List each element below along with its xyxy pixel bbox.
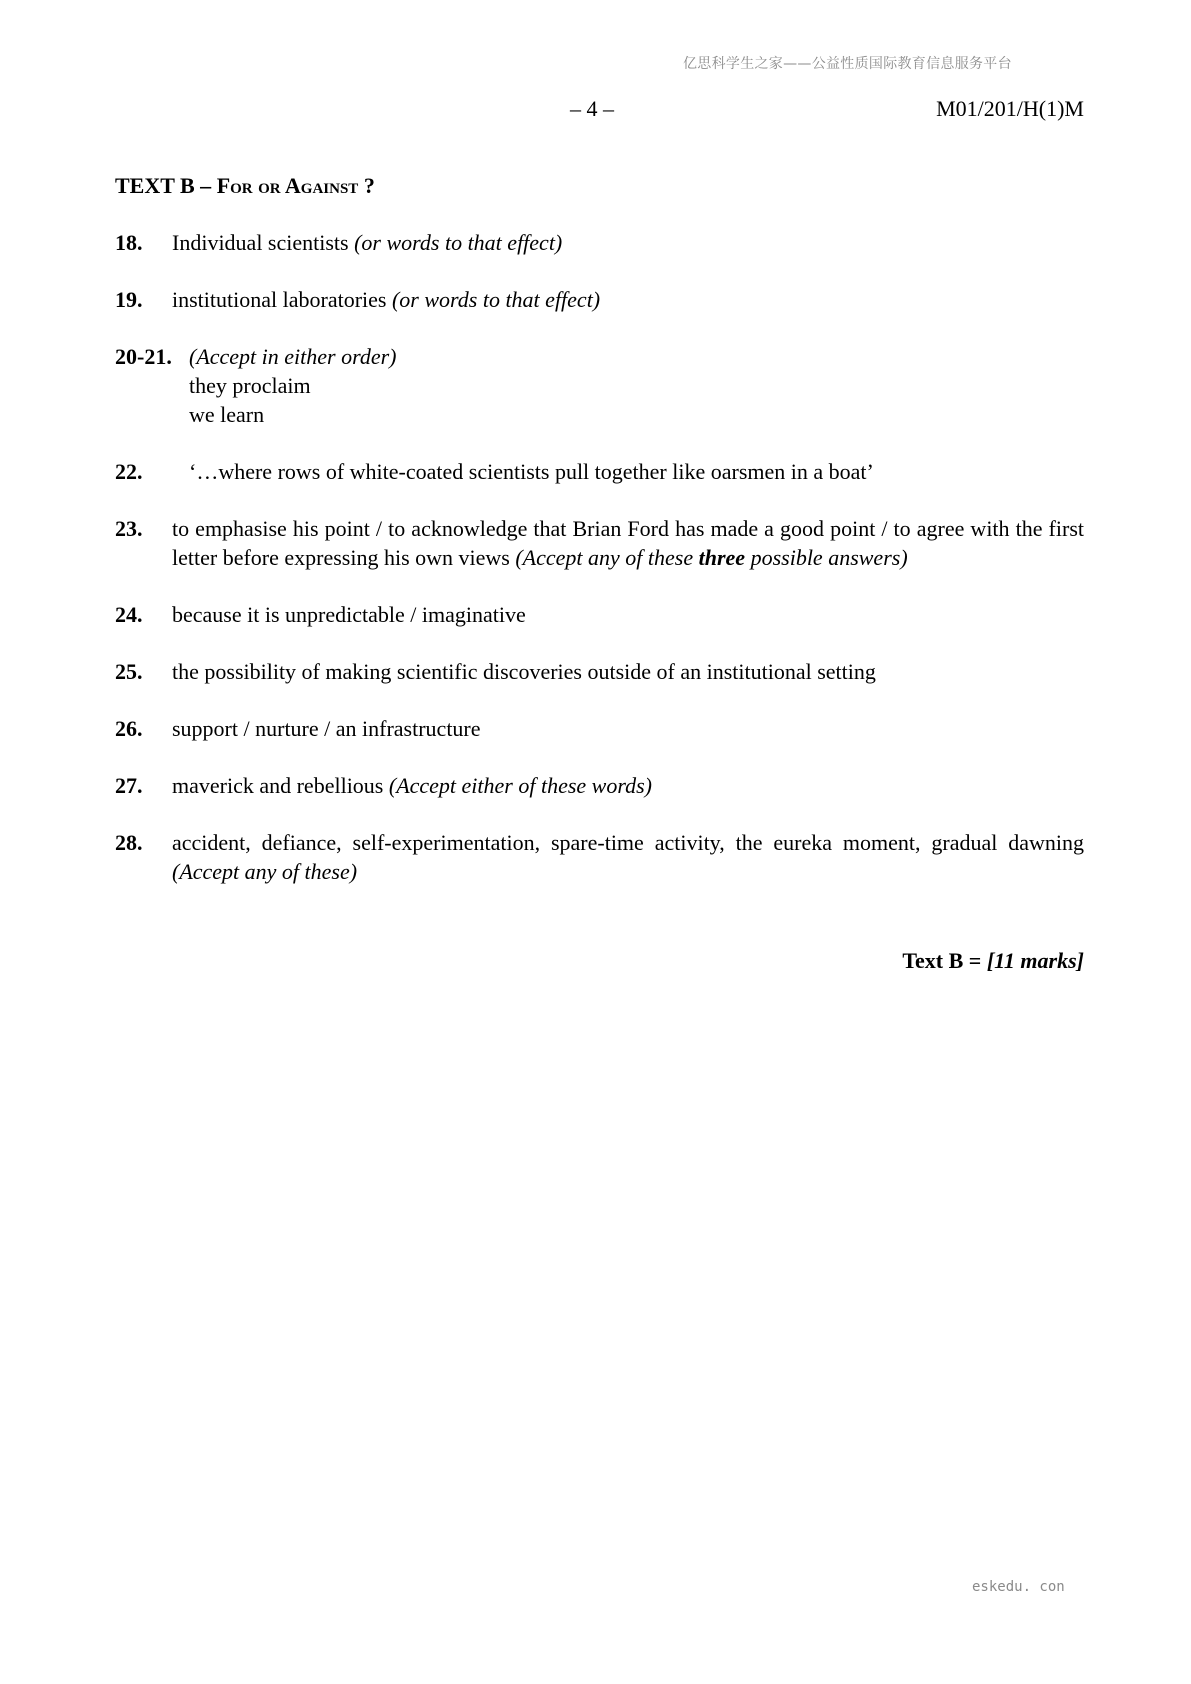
answer-text: ‘…where rows of white-coated scientists pull together like oarsmen in a boat’ <box>189 459 874 484</box>
answer-note: (Accept any of these) <box>172 859 358 884</box>
answer-line: we learn <box>189 402 265 427</box>
question-number: 22. <box>115 459 143 484</box>
answer-note: (Accept either of these words) <box>388 773 652 798</box>
section-title: For or Against <box>216 173 359 198</box>
answer-list <box>115 228 1084 914</box>
question-number: 20-21. <box>115 344 172 369</box>
answer-item-27 <box>115 771 1084 800</box>
total-marks: [11 marks] <box>986 948 1084 973</box>
question-number: 26. <box>115 716 143 741</box>
answer-item-19 <box>115 285 1084 314</box>
answer-text: because it is unpredictable / imaginative <box>172 602 526 627</box>
answer-text: accident, defiance, self-experimentation, spare-time activity, the eureka moment, gradual dawning (Accept any of these) <box>172 830 1084 884</box>
question-number: 28. <box>115 830 143 855</box>
question-number: 19. <box>115 287 143 312</box>
answer-line: they proclaim <box>189 373 311 398</box>
answer-item-23 <box>115 514 1084 572</box>
answer-item-26 <box>115 714 1084 743</box>
document-code: M01/201/H(1)M <box>936 96 1084 121</box>
answer-text: the possibility of making scientific discoveries outside of an institutional setting <box>172 659 876 684</box>
watermark-top: 亿思科学生之家——公益性质国际教育信息服务平台 <box>683 56 1012 72</box>
answer-item-18 <box>115 228 1084 257</box>
answer-note: (or words to that effect) <box>391 287 601 312</box>
answer-item-24 <box>115 600 1084 629</box>
answer-item-25 <box>115 657 1084 686</box>
total-label: Text B = <box>902 948 987 973</box>
answer-note: (or words to that effect) <box>354 230 563 255</box>
answer-item-28 <box>115 828 1084 886</box>
answer-text: maverick and rebellious (Accept either of these words) <box>172 773 652 798</box>
answer-text: institutional laboratories (or words to that effect) <box>172 287 601 312</box>
section-suffix: ? <box>358 173 375 198</box>
question-number: 27. <box>115 773 143 798</box>
answer-text: Individual scientists (or words to that effect) <box>172 230 563 255</box>
section-total <box>902 948 1084 974</box>
answer-item-20-21 <box>115 342 1084 429</box>
question-number: 25. <box>115 659 143 684</box>
page-number: – 4 – <box>570 96 614 121</box>
section-heading <box>115 173 375 199</box>
question-number: 18. <box>115 230 143 255</box>
answer-note: (Accept any of these three possible answers) <box>515 545 908 570</box>
question-number: 23. <box>115 516 143 541</box>
question-number: 24. <box>115 602 143 627</box>
section-prefix: TEXT B – <box>115 173 217 198</box>
watermark-bottom: eskedu. con <box>972 1579 1065 1595</box>
answer-item-22 <box>115 457 1084 486</box>
answer-note: (Accept in either order) <box>189 344 397 369</box>
answer-text: support / nurture / an infrastructure <box>172 716 481 741</box>
answer-text: to emphasise his point / to acknowledge that Brian Ford has made a good point / to agree with the first letter before expressing his own views (Accept any of these three possible answers) <box>172 516 1084 570</box>
